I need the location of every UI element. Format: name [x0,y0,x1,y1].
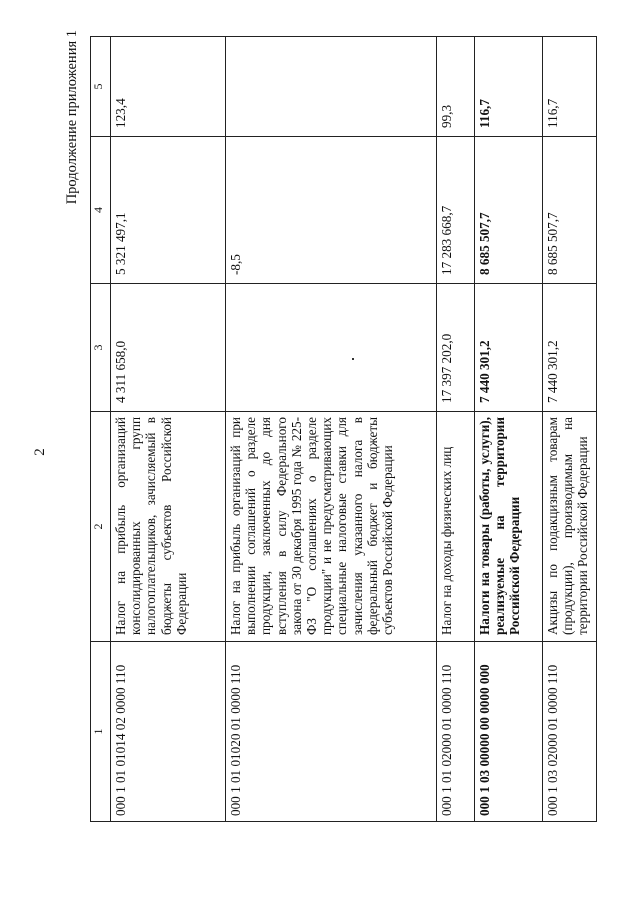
table-row [475,37,543,822]
row-col5-value [226,37,437,137]
row-col3-value [226,284,437,412]
row-name: Налог на доходы физических лиц [437,412,475,642]
row-col3-value: 17 397 202,0 [437,284,475,412]
row-col3-value: 7 440 301,2 [543,284,597,412]
column-header-3: 3 [91,284,111,412]
row-code: 000 1 01 01014 02 0000 110 [111,642,226,822]
row-col4-value: 17 283 668,7 [437,137,475,284]
row-col5-value: 116,7 [543,37,597,137]
column-header-5: 5 [91,37,111,137]
row-col4-value: 5 321 497,1 [111,137,226,284]
continuation-label: Продолжение приложения 1 [64,30,80,205]
row-col4-value: -8,5 [226,137,437,284]
table-row [111,37,226,822]
row-col3-value: 4 311 658,0 [111,284,226,412]
table-row [437,37,475,822]
row-code: 000 1 01 01020 01 0000 110 [226,642,437,822]
table-row [543,37,597,822]
row-code: 000 1 03 02000 01 0000 110 [543,642,597,822]
table-row [226,37,437,822]
row-col4-value: 8 685 507,7 [475,137,543,284]
row-col5-value: 123,4 [111,37,226,137]
row-col4-value: 8 685 507,7 [543,137,597,284]
row-col5-value: 99,3 [437,37,475,137]
revenue-table [90,36,597,822]
column-header-4: 4 [91,137,111,284]
row-name: Налоги на товары (работы, услуги), реализуемые на территории Российской Федерации [475,412,543,642]
row-name: Акцизы по подакцизным товарам (продукции), производимым на территории Российской Федерации [543,412,597,642]
page-number: 2 [32,448,48,456]
row-name: Налог на прибыль организаций консолидированных групп налогоплательщиков, зачисляемый в бюджеты субъектов Российской Федерации [111,412,226,642]
row-name: Налог на прибыль организаций при выполнении соглашений о разделе продукции, заключенных до дня вступления в силу Федерального закона от 30 декабря 1995 года № 225-ФЗ "О соглашениях о разделе продукции" и не предусматривающих специальные налоговые ставки для зачисления указанного налога в федеральный бюджет и бюджеты субъектов Российской Федерации [226,412,437,642]
row-code: 000 1 01 02000 01 0000 110 [437,642,475,822]
column-header-1: 1 [91,642,111,822]
scan-speck [352,359,354,361]
row-col5-value: 116,7 [475,37,543,137]
row-code: 000 1 03 00000 00 0000 000 [475,642,543,822]
column-header-2: 2 [91,412,111,642]
row-col3-value: 7 440 301,2 [475,284,543,412]
column-number-row [91,37,111,822]
